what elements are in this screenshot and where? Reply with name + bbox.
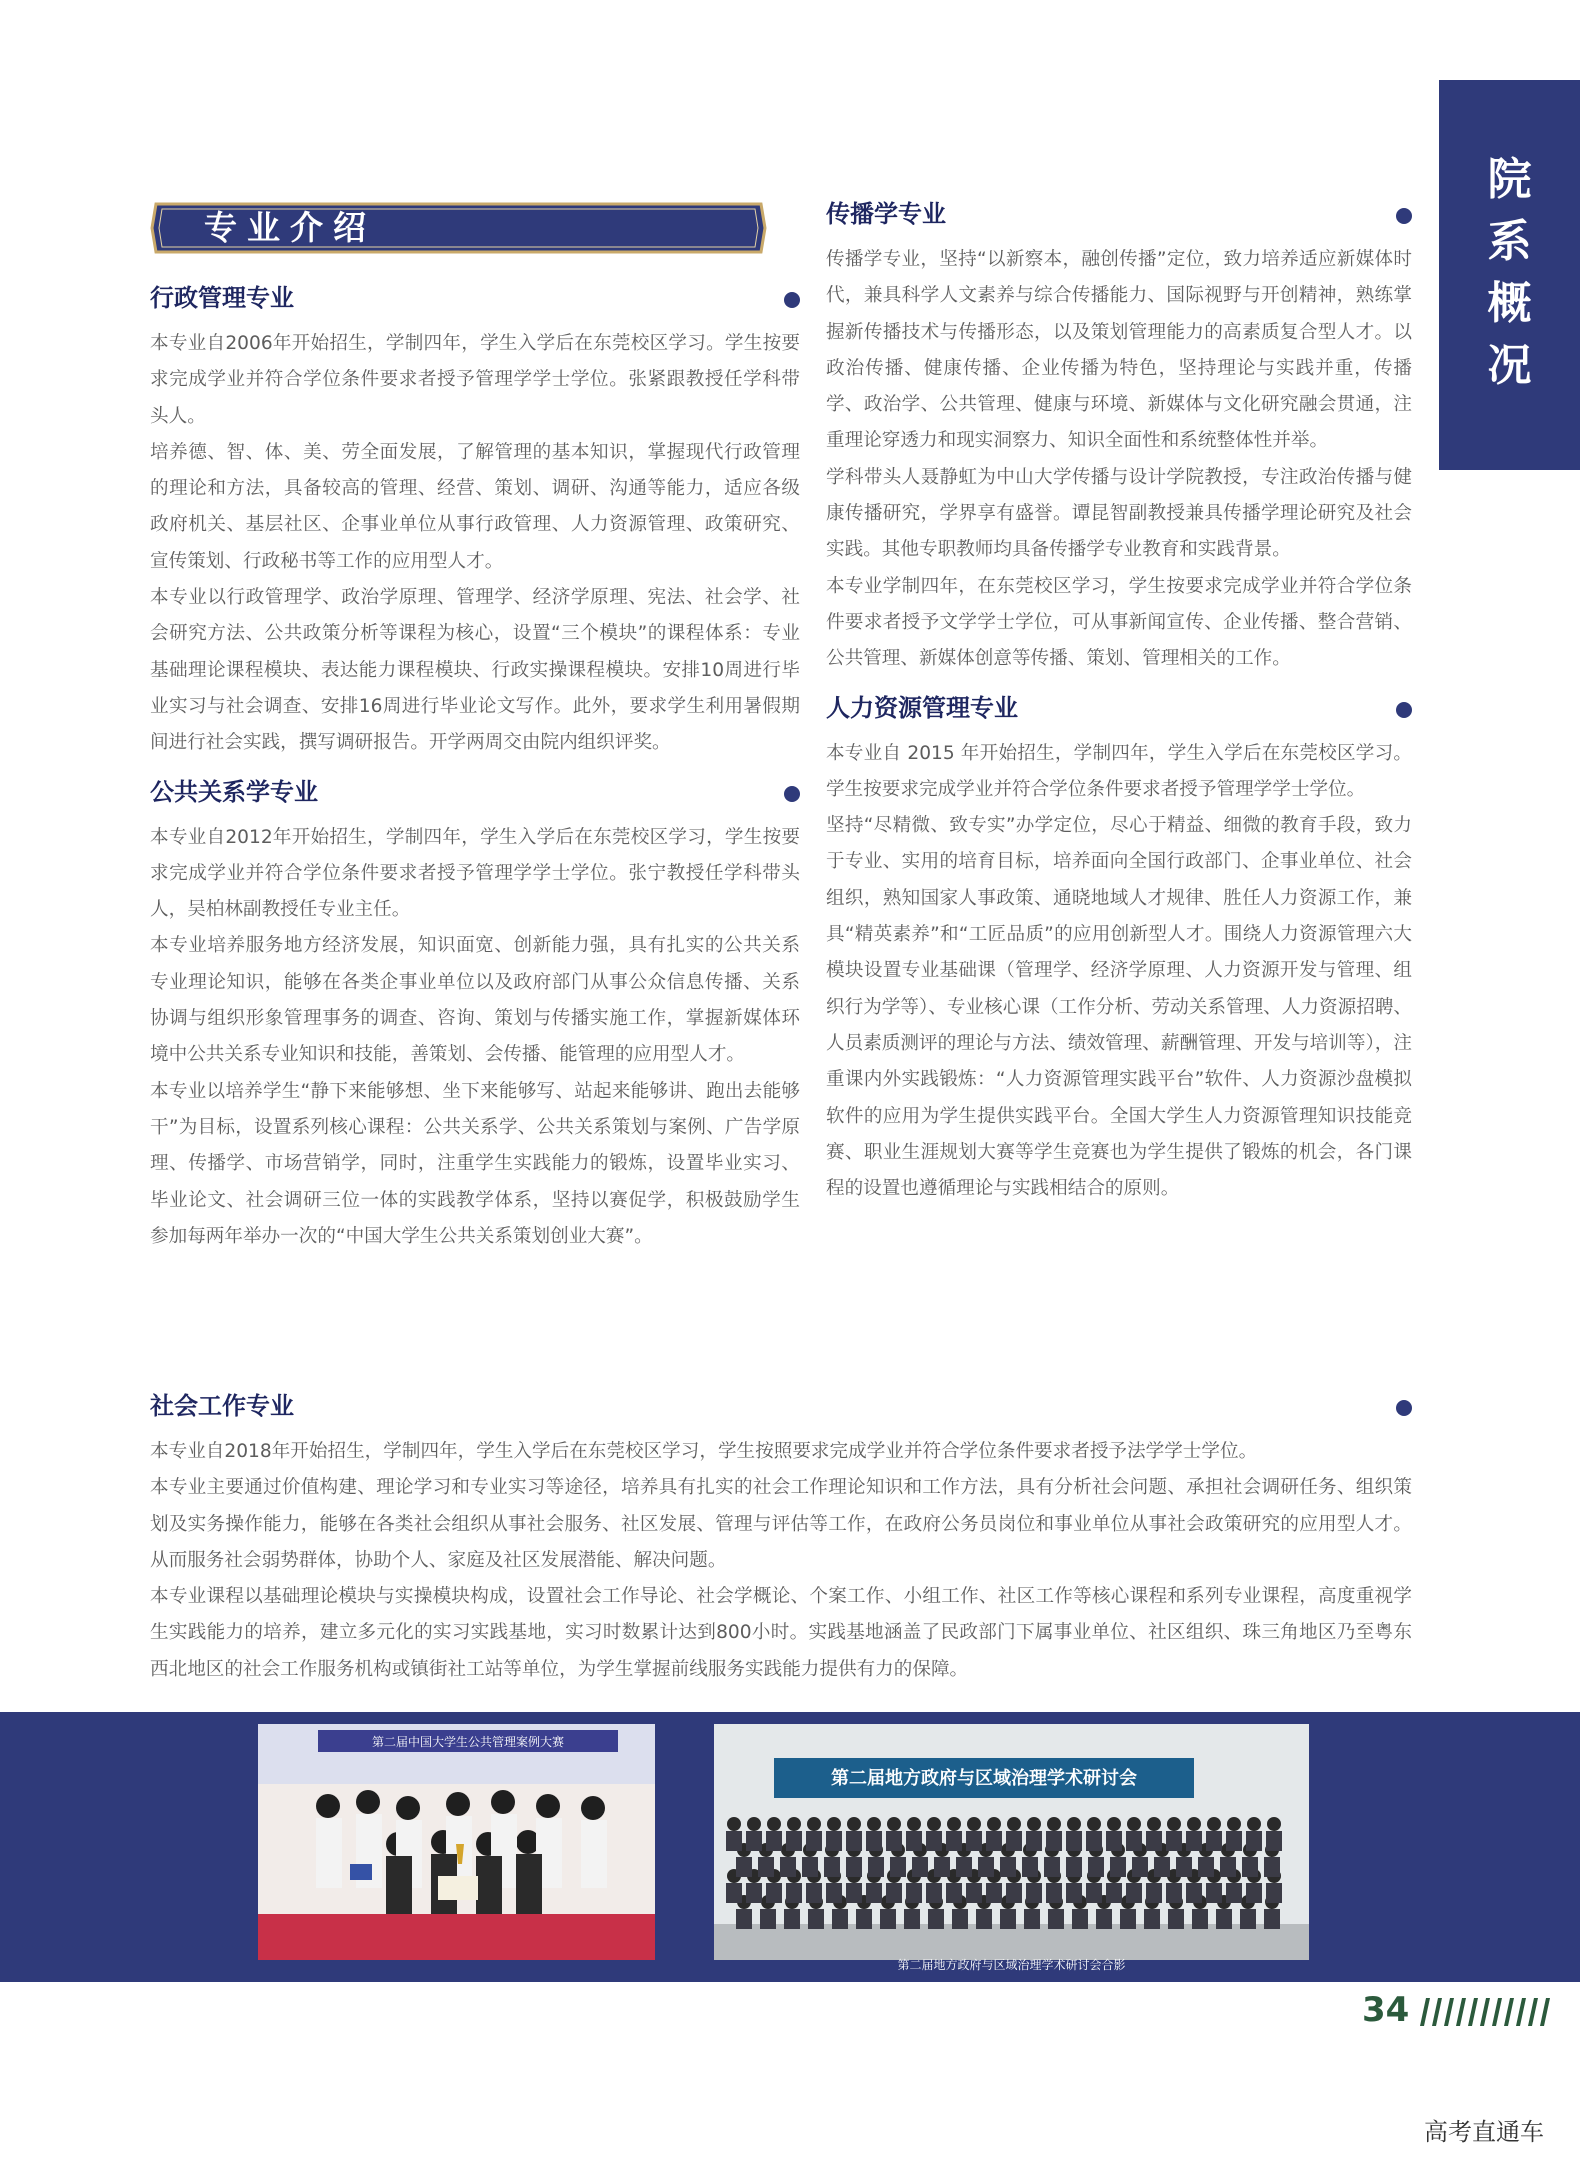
photo-caption: 第二届地方政府与区域治理学术研讨会合影 — [897, 1958, 1126, 1972]
paragraph: 学科带头人聂静虹为中山大学传播与设计学院教授，专注政治传播与健康传播研究，学界享有盛誉。谭昆智副教授兼具传播学理论研究及社会实践。其他专职教师均具备传播学专业教育和实践背景。 — [826, 466, 1412, 561]
paragraph: 本专业学制四年，在东莞校区学习，学生按要求完成学业并符合学位条件要求者授予文学学士学位，可从事新闻宣传、企业传播、整合营销、公共管理、新媒体创意等传播、策划、管理相关的工作。 — [826, 575, 1412, 670]
section-human-resources — [826, 692, 1412, 1208]
paragraph: 传播学专业，坚持“以新察本，融创传播”定位，致力培养适应新媒体时代，兼具科学人文素养与综合传播能力、国际视野与开创精神，熟练掌握新传播技术与传播形态，以及策划管理能力的高素质复合型人才。以政治传播、健康传播、企业传播为特色，坚持理论与实践并重，传播学、政治学、公共管理、健康与环境、新媒体与文化研究融会贯通，注重理论穿透力和现实洞察力、知识全面性和系统整体性并举。 — [826, 249, 1412, 452]
seminar-group-photo — [714, 1724, 1309, 1960]
paragraph: 本专业自2006年开始招生，学制四年，学生入学后在东莞校区学习。学生按要求完成学业并符合学位条件要求者授予管理学学士学位。张紧跟教授任学科带头人。 — [150, 333, 800, 427]
paragraph: 本专业自2018年开始招生，学制四年，学生入学后在东莞校区学习，学生按照要求完成学业并符合学位条件要求者授予法学学士学位。 — [150, 1441, 1258, 1462]
paragraph: 本专业课程以基础理论模块与实操模块构成，设置社会工作导论、社会学概论、个案工作、小组工作、社区工作等核心课程和系列专业课程，高度重视学生实践能力的培养，建立多元化的实习实践基地，实习时数累计达到800小时。实践基地涵盖了民政部门下属事业单位、社区组织、珠三角地区乃至粤东西北地区的社会工作服务机构或镇街社工站等单位，为学生掌握前线服务实践能力提供有力的保障。 — [150, 1586, 1412, 1680]
section-social-work — [150, 1390, 1412, 1688]
section-title: 人力资源管理专业 — [826, 693, 1018, 722]
paragraph: 本专业以培养学生“静下来能够想、坐下来能够写、站起来能够讲、跑出去能够干”为目标，设置系列核心课程：公共关系学、公共关系策划与案例、广告学原理、传播学、市场营销学，同时，注重学生实践能力的锻炼，设置毕业实习、毕业论文、社会调研三位一体的实践教学体系，坚持以赛促学，积极鼓励学生参加每两年举办一次的“中国大学生公共关系策划创业大赛”。 — [150, 1080, 800, 1247]
section-title: 传播学专业 — [826, 200, 946, 228]
competition-photo — [258, 1724, 655, 1960]
side-tab-char: 系 — [1487, 216, 1532, 267]
section-title: 社会工作专业 — [150, 1392, 294, 1420]
page-number: 34 — [1362, 1990, 1410, 2030]
side-tab-label — [1439, 150, 1580, 396]
side-tab-char: 概 — [1487, 278, 1532, 329]
paragraph: 本专业培养服务地方经济发展，知识面宽、创新能力强，具有扎实的公共关系专业理论知识，能够在各类企事业单位以及政府部门从事公众信息传播、关系协调与组织形象管理事务的调查、咨询、策划与传播实施工作，掌握新媒体环境中公共关系专业知识和技能，善策划、会传播、能管理的应用型人才。 — [150, 935, 800, 1066]
paragraph: 坚持“尽精微、致专实”办学定位，尽心于精益、细微的教育手段，致力于专业、实用的培育目标，培养面向全国行政部门、企事业单位、社会组织，熟知国家人事政策、通晓地域人才规律、胜任人力资源工作，兼具“精英素养”和“工匠品质”的应用创新型人才。围绕人力资源管理六大模块设置专业基础课（管理学、经济学原理、人力资源开发与管理、组织行为学等）、专业核心课（工作分析、劳动关系管理、人力资源招聘、人员素质测评的理论与方法、绩效管理、薪酬管理、开发与培训等），注重课内外实践锻炼：“人力资源管理实践平台”软件、人力资源沙盘模拟软件的应用为学生提供实践平台。全国大学生人力资源管理知识技能竞赛、职业生涯规划大赛等学生竞赛也为学生提供了锻炼的机会，各门课程的设置也遵循理论与实践相结合的原则。 — [826, 815, 1412, 1200]
left-column — [150, 282, 800, 1255]
bullet-dot-icon — [784, 292, 800, 308]
side-tab-char: 院 — [1487, 154, 1532, 205]
page-stripes-decoration — [1420, 1998, 1560, 2026]
paragraph: 本专业自2012年开始招生，学制四年，学生入学后在东莞校区学习，学生按要求完成学业并符合学位条件要求者授予管理学学士学位。张宁教授任学科带头人，吴柏林副教授任专业主任。 — [150, 826, 800, 921]
side-tab-char: 况 — [1487, 340, 1532, 391]
paragraph: 培养德、智、体、美、劳全面发展，了解管理的基本知识，掌握现代行政管理的理论和方法，具备较高的管理、经营、策划、调研、沟通等能力，适应各级政府机关、基层社区、企事业单位从事行政管理、人力资源管理、政策研究、宣传策划、行政秘书等工作的应用型人才。 — [150, 441, 800, 572]
section-title: 公共关系学专业 — [150, 777, 318, 806]
photo1-banner-text: 第二届中国大学生公共管理案例大赛 — [371, 1735, 565, 1749]
section-title: 行政管理专业 — [150, 284, 294, 312]
paragraph: 本专业主要通过价值构建、理论学习和专业实习等途径，培养具有扎实的社会工作理论知识和工作方法，具有分析社会问题、承担社会调研任务、组织策划及实务操作能力，能够在各类社会组织从事社会服务、社区发展、管理与评估等工作，在政府公务员岗位和事业单位从事社会政策研究的应用型人才。从而服务社会弱势群体，协助个人、家庭及社区发展潜能、解决问题。 — [150, 1477, 1412, 1571]
photo2-banner-text: 第二届地方政府与区域治理学术研讨会 — [831, 1768, 1137, 1789]
bullet-dot-icon — [1396, 1400, 1412, 1416]
section-admin-management — [150, 282, 800, 762]
right-column — [826, 198, 1412, 1207]
section-public-relations — [150, 776, 800, 1256]
bullet-dot-icon — [784, 786, 800, 802]
section-banner — [150, 202, 767, 254]
bullet-dot-icon — [1396, 208, 1412, 224]
bullet-dot-icon — [1396, 702, 1412, 718]
paragraph: 本专业自 2015 年开始招生，学制四年，学生入学后在东莞校区学习。学生按要求完成学业并符合学位条件要求者授予管理学学士学位。 — [826, 742, 1412, 800]
paragraph: 本专业以行政管理学、政治学原理、管理学、经济学原理、宪法、社会学、社会研究方法、公共政策分析等课程为核心，设置“三个模块”的课程体系：专业基础理论课程模块、表达能力课程模块、行政实操课程模块。安排10周进行毕业实习与社会调查、安排16周进行毕业论文写作。此外，要求学生利用暑假期间进行社会实践，撰写调研报告。开学两周交由院内组织评奖。 — [150, 587, 800, 754]
section-side-tab — [1439, 80, 1580, 470]
section-communication — [826, 198, 1412, 678]
banner-title: 专业介绍 — [204, 208, 376, 247]
footer-watermark: 高考直通车 — [1424, 2118, 1544, 2146]
